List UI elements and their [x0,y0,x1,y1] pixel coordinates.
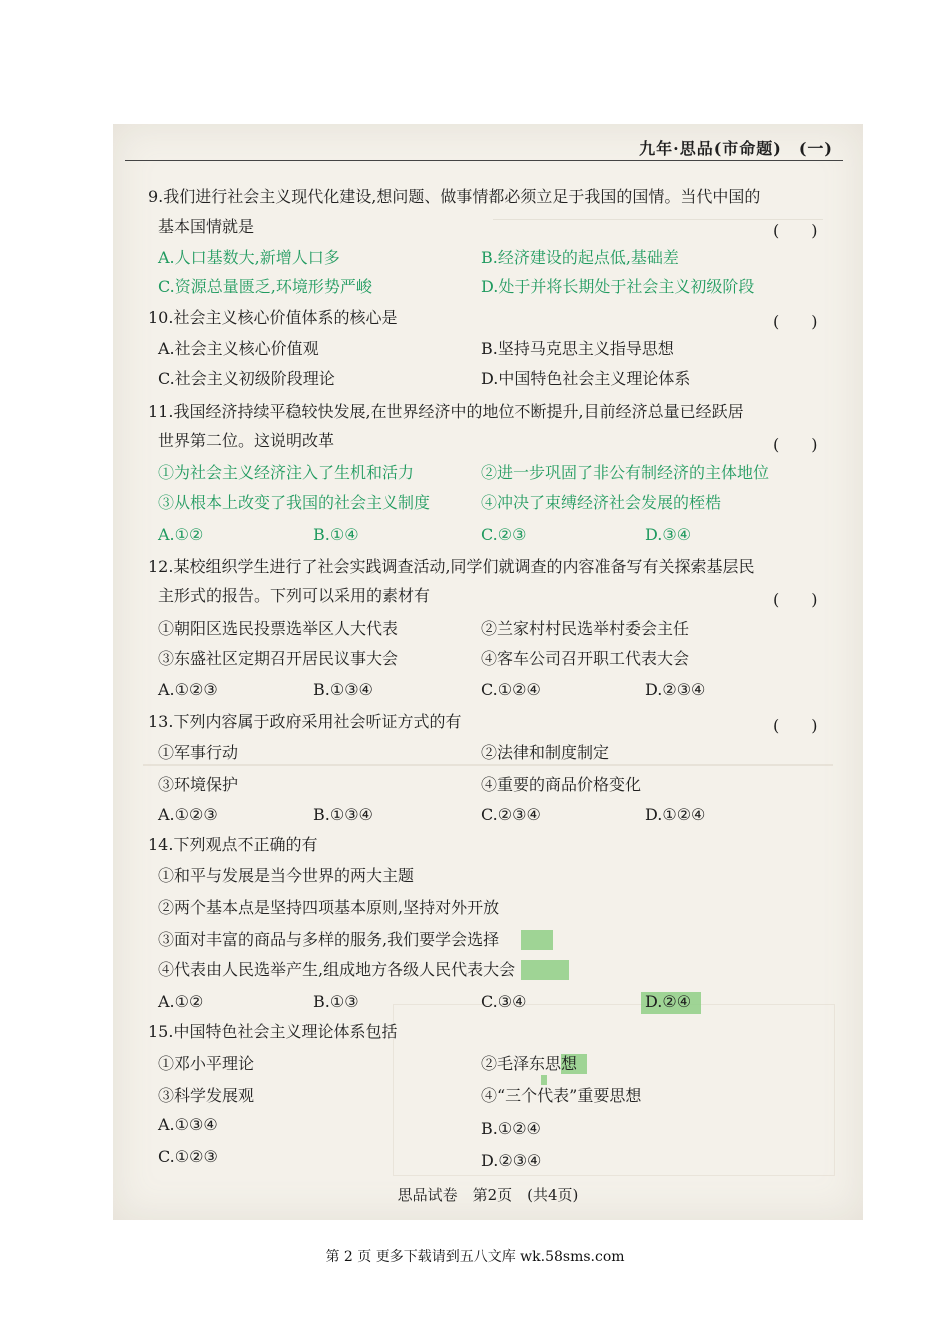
q11-item-4: ④冲决了束缚经济社会发展的桎梏 [481,493,722,512]
highlight-mark [521,930,553,950]
q14-item-3: ③面对丰富的商品与多样的服务,我们要学会选择 [158,930,500,949]
q11-option-c: C.②③ [481,525,527,544]
q14-item-1: ①和平与发展是当今世界的两大主题 [158,866,415,885]
q13-answer-paren: ( ) [773,716,818,735]
q12-item-3: ③东盛社区定期召开居民议事大会 [158,649,399,668]
header-divider [125,160,843,161]
q15-item-4: ④“三个代表”重要思想 [481,1086,642,1105]
q10-option-d: D.中国特色社会主义理论体系 [481,369,691,388]
q11-item-2: ②进一步巩固了非公有制经济的主体地位 [481,463,770,482]
highlight-mark [541,1075,547,1085]
q12-item-1: ①朝阳区选民投票选举区人大代表 [158,619,399,638]
q11-stem-line2: 世界第二位。这说明改革 [158,431,335,450]
q12-option-d: D.②③④ [645,680,706,699]
q15-item-2: ②毛泽东思想 [481,1054,578,1073]
q15-option-a: A.①③④ [158,1115,218,1134]
q15-item-3: ③科学发展观 [158,1086,255,1105]
q9-option-d: D.处于并将长期处于社会主义初级阶段 [481,277,755,296]
q12-option-b: B.①③④ [313,680,373,699]
q10-stem: 10.社会主义核心价值体系的核心是 [148,308,398,327]
q11-item-3: ③从根本上改变了我国的社会主义制度 [158,493,431,512]
q12-option-c: C.①②④ [481,680,541,699]
q14-option-c: C.③④ [481,992,527,1011]
q10-answer-paren: ( ) [773,312,818,331]
q10-option-b: B.坚持马克思主义指导思想 [481,339,674,358]
q12-answer-paren: ( ) [773,590,818,609]
download-note: 第 2 页 更多下载请到五八文库 wk.58sms.com [325,1249,625,1265]
q14-option-b: B.①③ [313,992,359,1011]
q12-item-4: ④客车公司召开职工代表大会 [481,649,690,668]
q11-answer-paren: ( ) [773,435,818,454]
q13-option-c: C.②③④ [481,805,541,824]
q12-option-a: A.①②③ [158,680,218,699]
q14-option-a: A.①② [158,992,204,1011]
q9-stem-line2: 基本国情就是 [158,217,255,236]
q11-item-1: ①为社会主义经济注入了生机和活力 [158,463,415,482]
q12-stem-line2: 主形式的报告。下列可以采用的素材有 [158,586,431,605]
header-title: 九年·思品(市命题) (一) [639,139,833,158]
q14-item-2: ②两个基本点是坚持四项基本原则,坚持对外开放 [158,898,500,917]
q9-option-b: B.经济建设的起点低,基础差 [481,248,679,267]
page-footer: 思品试卷 第2页 (共4页) [397,1186,579,1204]
q12-item-2: ②兰家村村民选举村委会主任 [481,619,690,638]
q12-stem-line1: 12.某校组织学生进行了社会实践调查活动,同学们就调查的内容准备写有关探索基层民 [148,557,755,576]
bleed-through [143,764,833,766]
q9-option-c: C.资源总量匮乏,环境形势严峻 [158,277,372,296]
q15-option-c: C.①②③ [158,1147,218,1166]
q13-option-b: B.①③④ [313,805,373,824]
q11-option-b: B.①④ [313,525,359,544]
q10-option-a: A.社会主义核心价值观 [158,339,319,358]
q13-stem: 13.下列内容属于政府采用社会听证方式的有 [148,712,462,731]
q15-option-b: B.①②④ [481,1119,541,1138]
q14-item-4: ④代表由人民选举产生,组成地方各级人民代表大会 [158,960,516,979]
q14-option-d: D.②④ [645,992,692,1011]
q15-item-1: ①邓小平理论 [158,1054,255,1073]
q15-stem: 15.中国特色社会主义理论体系包括 [148,1022,398,1041]
q9-stem-line1: 9.我们进行社会主义现代化建设,想问题、做事情都必须立足于我国的国情。当代中国的 [148,187,761,206]
q15-option-d: D.②③④ [481,1151,542,1170]
q14-stem: 14.下列观点不正确的有 [148,835,318,854]
q11-stem-line1: 11.我国经济持续平稳较快发展,在世界经济中的地位不断提升,目前经济总量已经跃居 [148,402,744,421]
highlight-mark [521,960,569,980]
q13-option-d: D.①②④ [645,805,706,824]
q13-item-3: ③环境保护 [158,775,239,794]
q10-option-c: C.社会主义初级阶段理论 [158,369,335,388]
q11-option-d: D.③④ [645,525,692,544]
q9-answer-paren: ( ) [773,221,818,240]
q9-option-a: A.人口基数大,新增人口多 [158,248,340,267]
q13-item-1: ①军事行动 [158,743,239,762]
q13-item-2: ②法律和制度制定 [481,743,610,762]
q11-option-a: A.①② [158,525,204,544]
q13-item-4: ④重要的商品价格变化 [481,775,642,794]
scanned-page [113,124,863,1220]
q13-option-a: A.①②③ [158,805,218,824]
